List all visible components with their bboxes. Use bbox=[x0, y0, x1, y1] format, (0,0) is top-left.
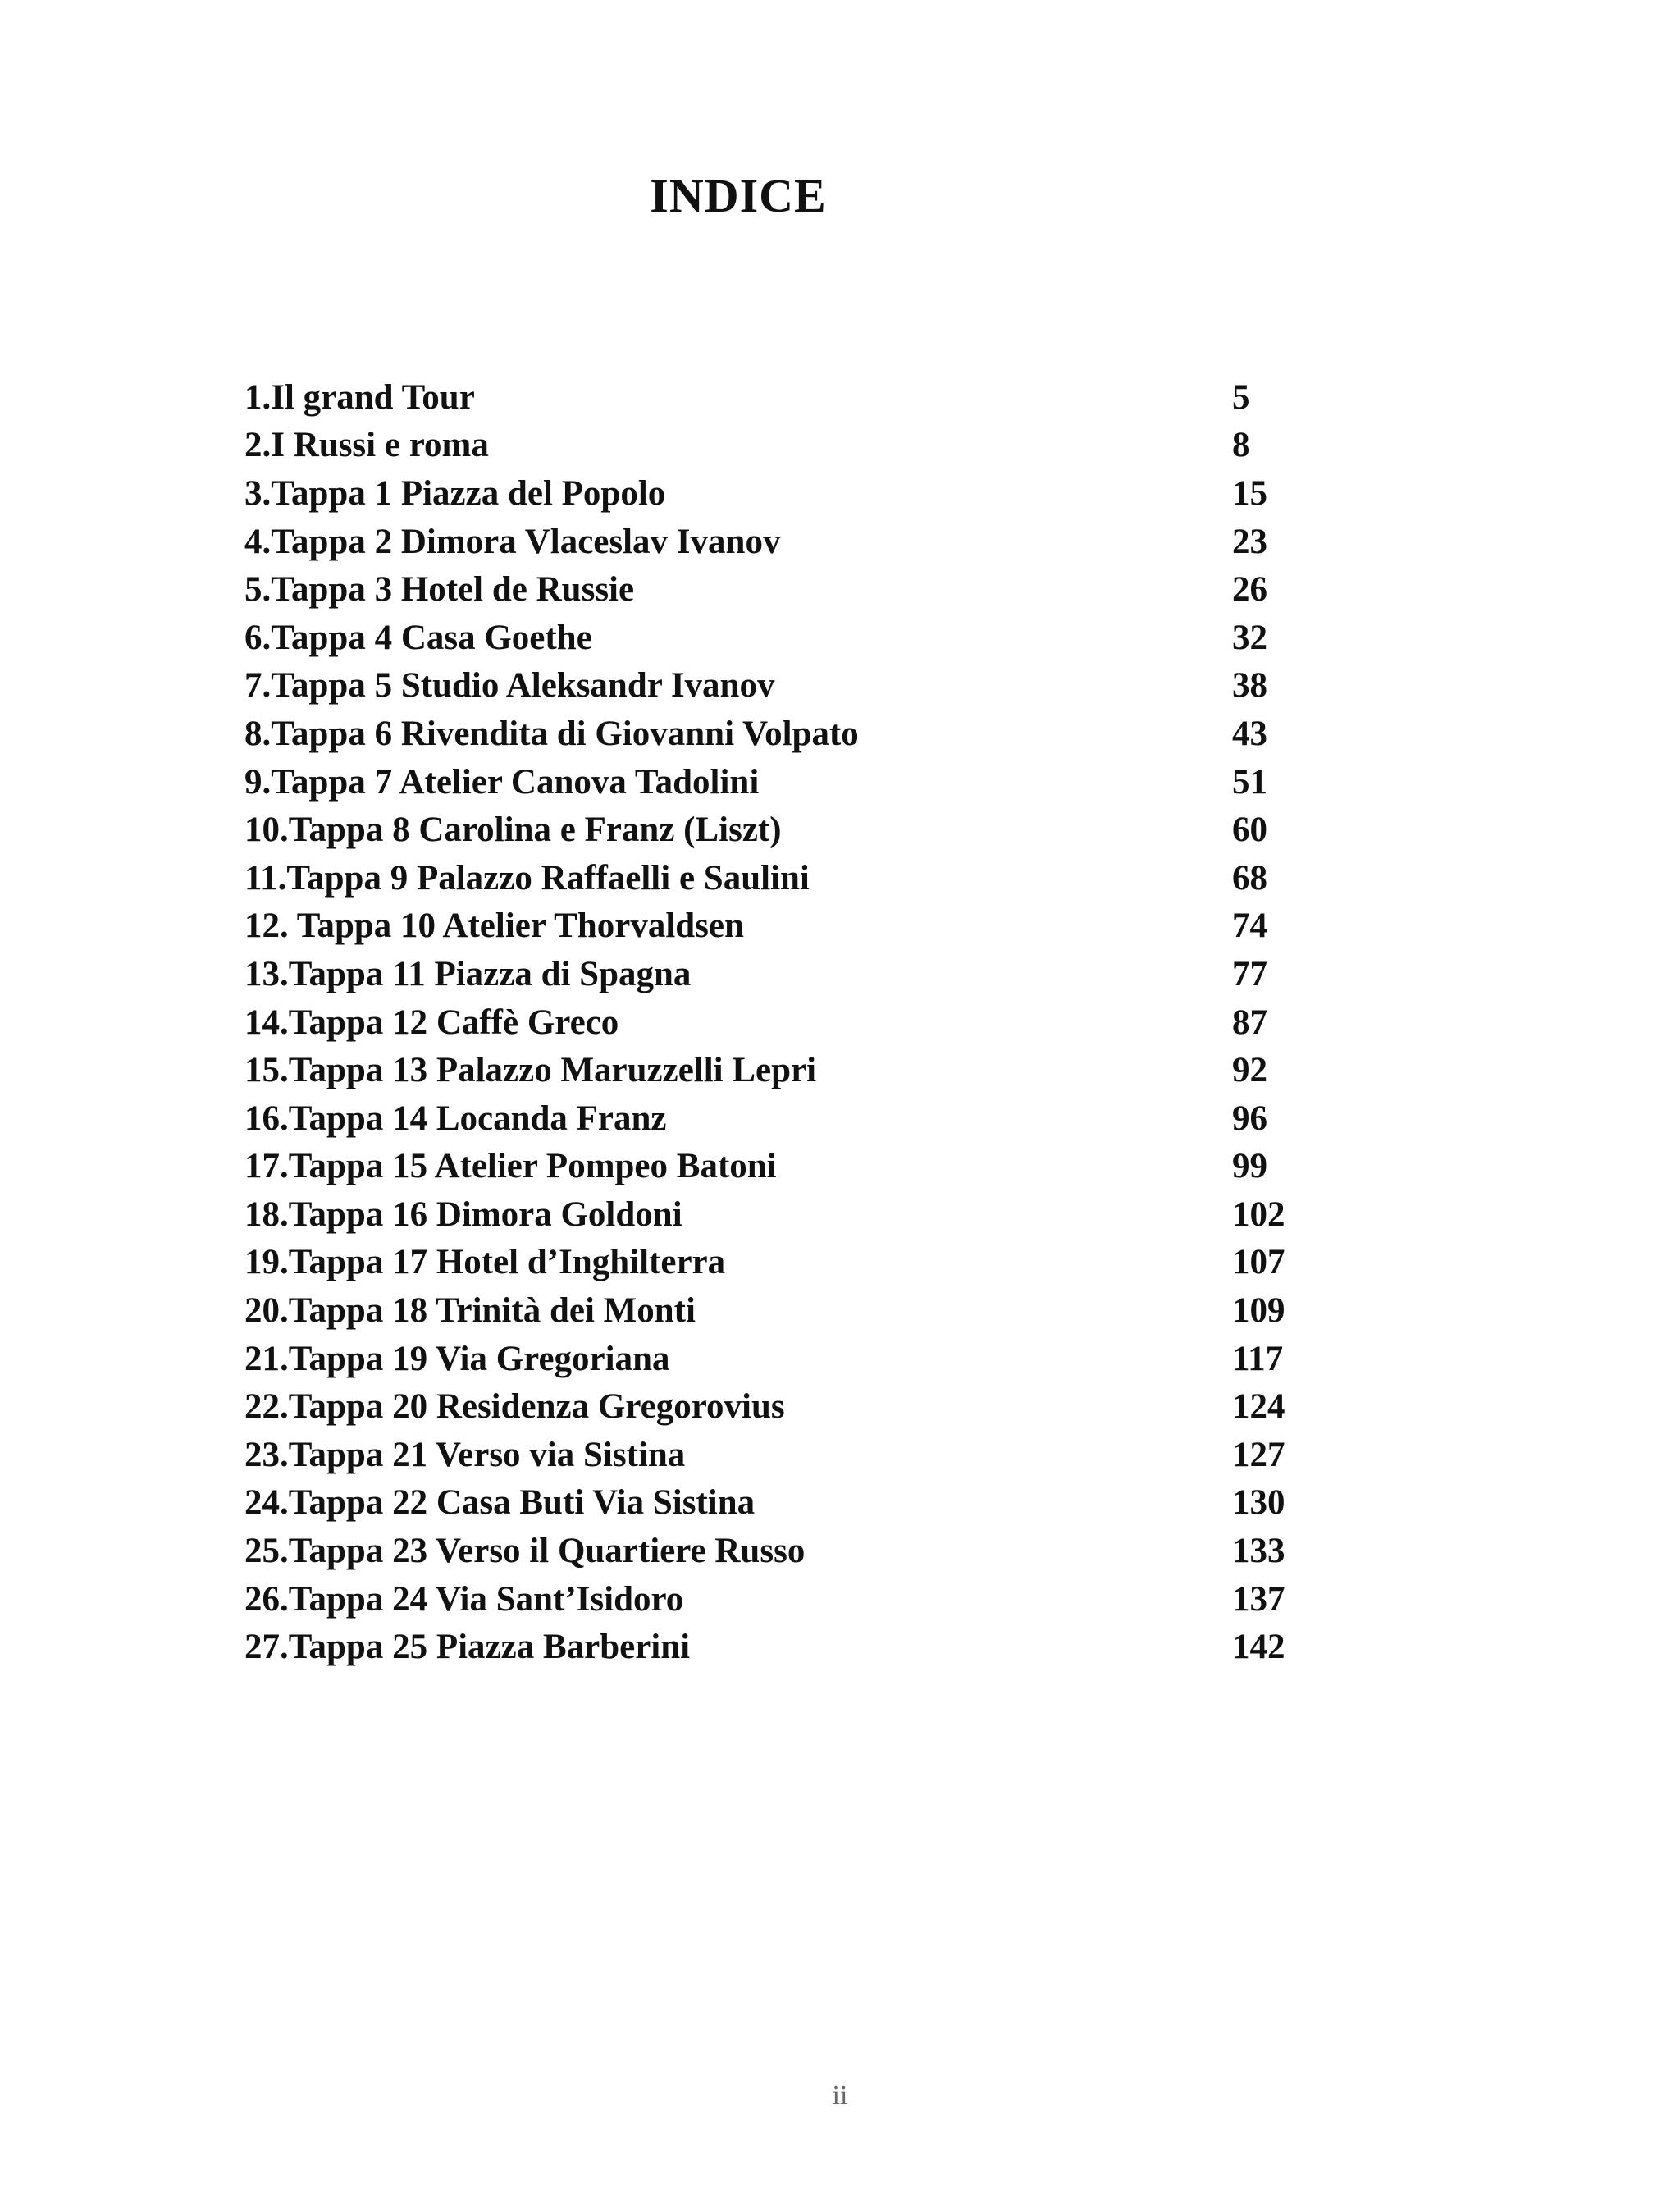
toc-entry-page: 124 bbox=[1232, 1387, 1285, 1427]
toc-entry-page: 77 bbox=[1232, 954, 1267, 993]
toc-entry-label: 18.Tappa 16 Dimora Goldoni bbox=[244, 1194, 682, 1234]
toc-entry-page: 99 bbox=[1232, 1147, 1267, 1186]
toc-entry bbox=[244, 1335, 1393, 1383]
page-title: INDICE bbox=[650, 169, 827, 222]
toc-entry bbox=[244, 950, 1393, 998]
toc-entry-label: 11.Tappa 9 Palazzo Raffaelli e Saulini bbox=[244, 858, 810, 898]
toc-entry-page: 8 bbox=[1232, 426, 1250, 465]
toc-entry-label: 5.Tappa 3 Hotel de Russie bbox=[244, 570, 635, 610]
toc-entry-page: 23 bbox=[1232, 522, 1267, 561]
toc-entry-label: 17.Tappa 15 Atelier Pompeo Batoni bbox=[244, 1147, 777, 1186]
toc-entry-label: 3.Tappa 1 Piazza del Popolo bbox=[244, 473, 666, 513]
toc-entry bbox=[244, 710, 1393, 758]
toc-entry-label: 6.Tappa 4 Casa Goethe bbox=[244, 618, 592, 657]
toc-entry bbox=[244, 1382, 1393, 1431]
toc-entry bbox=[244, 854, 1393, 902]
toc-entry-label: 13.Tappa 11 Piazza di Spagna bbox=[244, 954, 692, 993]
toc-entry bbox=[244, 1190, 1393, 1239]
toc-entry-page: 5 bbox=[1232, 377, 1250, 417]
toc-entry bbox=[244, 565, 1393, 614]
toc-entry-label: 7.Tappa 5 Studio Aleksandr Ivanov bbox=[244, 666, 775, 706]
toc-entry-label: 19.Tappa 17 Hotel d’Inghilterra bbox=[244, 1243, 726, 1282]
toc-entry-label: 12. Tappa 10 Atelier Thorvaldsen bbox=[244, 907, 744, 946]
toc-entry-label: 9.Tappa 7 Atelier Canova Tadolini bbox=[244, 762, 760, 802]
toc-entry-page: 60 bbox=[1232, 811, 1267, 850]
toc-entry bbox=[244, 1623, 1393, 1671]
toc-entry-page: 38 bbox=[1232, 666, 1267, 706]
toc-entry bbox=[244, 373, 1393, 422]
table-of-contents bbox=[244, 373, 1393, 1671]
toc-entry-label: 10.Tappa 8 Carolina e Franz (Liszt) bbox=[244, 811, 782, 850]
toc-entry bbox=[244, 518, 1393, 566]
page-number: ii bbox=[832, 2081, 848, 2111]
toc-entry-label: 20.Tappa 18 Trinità dei Monti bbox=[244, 1291, 696, 1331]
toc-entry-label: 26.Tappa 24 Via Sant’Isidoro bbox=[244, 1579, 684, 1619]
toc-entry bbox=[244, 1431, 1393, 1479]
toc-entry bbox=[244, 1286, 1393, 1335]
toc-entry-page: 32 bbox=[1232, 618, 1267, 657]
toc-entry-page: 130 bbox=[1232, 1483, 1285, 1523]
toc-entry bbox=[244, 1239, 1393, 1287]
toc-entry-label: 23.Tappa 21 Verso via Sistina bbox=[244, 1435, 686, 1474]
toc-entry-page: 15 bbox=[1232, 473, 1267, 513]
toc-entry-page: 137 bbox=[1232, 1579, 1285, 1619]
toc-entry-label: 4.Tappa 2 Dimora Vlaceslav Ivanov bbox=[244, 522, 781, 561]
toc-entry-page: 43 bbox=[1232, 714, 1267, 753]
toc-entry-label: 15.Tappa 13 Palazzo Maruzzelli Lepri bbox=[244, 1051, 817, 1090]
toc-entry bbox=[244, 1479, 1393, 1528]
toc-entry bbox=[244, 422, 1393, 470]
toc-entry bbox=[244, 662, 1393, 710]
toc-entry bbox=[244, 469, 1393, 518]
toc-entry-page: 142 bbox=[1232, 1628, 1285, 1667]
toc-entry bbox=[244, 806, 1393, 854]
toc-entry bbox=[244, 614, 1393, 662]
toc-entry-label: 14.Tappa 12 Caffè Greco bbox=[244, 1003, 619, 1042]
toc-entry bbox=[244, 758, 1393, 806]
toc-entry bbox=[244, 902, 1393, 951]
toc-entry-page: 87 bbox=[1232, 1003, 1267, 1042]
toc-entry bbox=[244, 1143, 1393, 1191]
toc-entry-page: 107 bbox=[1232, 1243, 1285, 1282]
toc-entry-page: 127 bbox=[1232, 1435, 1285, 1474]
toc-entry bbox=[244, 1046, 1393, 1094]
toc-entry-label: 27.Tappa 25 Piazza Barberini bbox=[244, 1628, 691, 1667]
toc-entry-label: 2.I Russi e roma bbox=[244, 426, 489, 465]
toc-entry-page: 51 bbox=[1232, 762, 1267, 802]
toc-entry bbox=[244, 1094, 1393, 1143]
toc-entry-label: 8.Tappa 6 Rivendita di Giovanni Volpato bbox=[244, 714, 859, 753]
toc-entry-label: 16.Tappa 14 Locanda Franz bbox=[244, 1098, 667, 1138]
toc-entry-page: 96 bbox=[1232, 1098, 1267, 1138]
toc-entry-page: 74 bbox=[1232, 907, 1267, 946]
toc-entry-label: 24.Tappa 22 Casa Buti Via Sistina bbox=[244, 1483, 756, 1523]
toc-entry bbox=[244, 998, 1393, 1047]
toc-entry-page: 133 bbox=[1232, 1532, 1285, 1571]
toc-entry bbox=[244, 1527, 1393, 1575]
toc-entry-page: 102 bbox=[1232, 1194, 1285, 1234]
toc-entry-label: 25.Tappa 23 Verso il Quartiere Russo bbox=[244, 1532, 806, 1571]
toc-entry-page: 109 bbox=[1232, 1291, 1285, 1331]
toc-entry-page: 26 bbox=[1232, 570, 1267, 610]
toc-entry-page: 117 bbox=[1232, 1339, 1284, 1378]
toc-entry-page: 92 bbox=[1232, 1051, 1267, 1090]
toc-entry-page: 68 bbox=[1232, 858, 1267, 898]
toc-entry bbox=[244, 1575, 1393, 1624]
toc-entry-label: 21.Tappa 19 Via Gregoriana bbox=[244, 1339, 670, 1378]
toc-entry-label: 22.Tappa 20 Residenza Gregorovius bbox=[244, 1387, 785, 1427]
toc-entry-label: 1.Il grand Tour bbox=[244, 377, 475, 417]
